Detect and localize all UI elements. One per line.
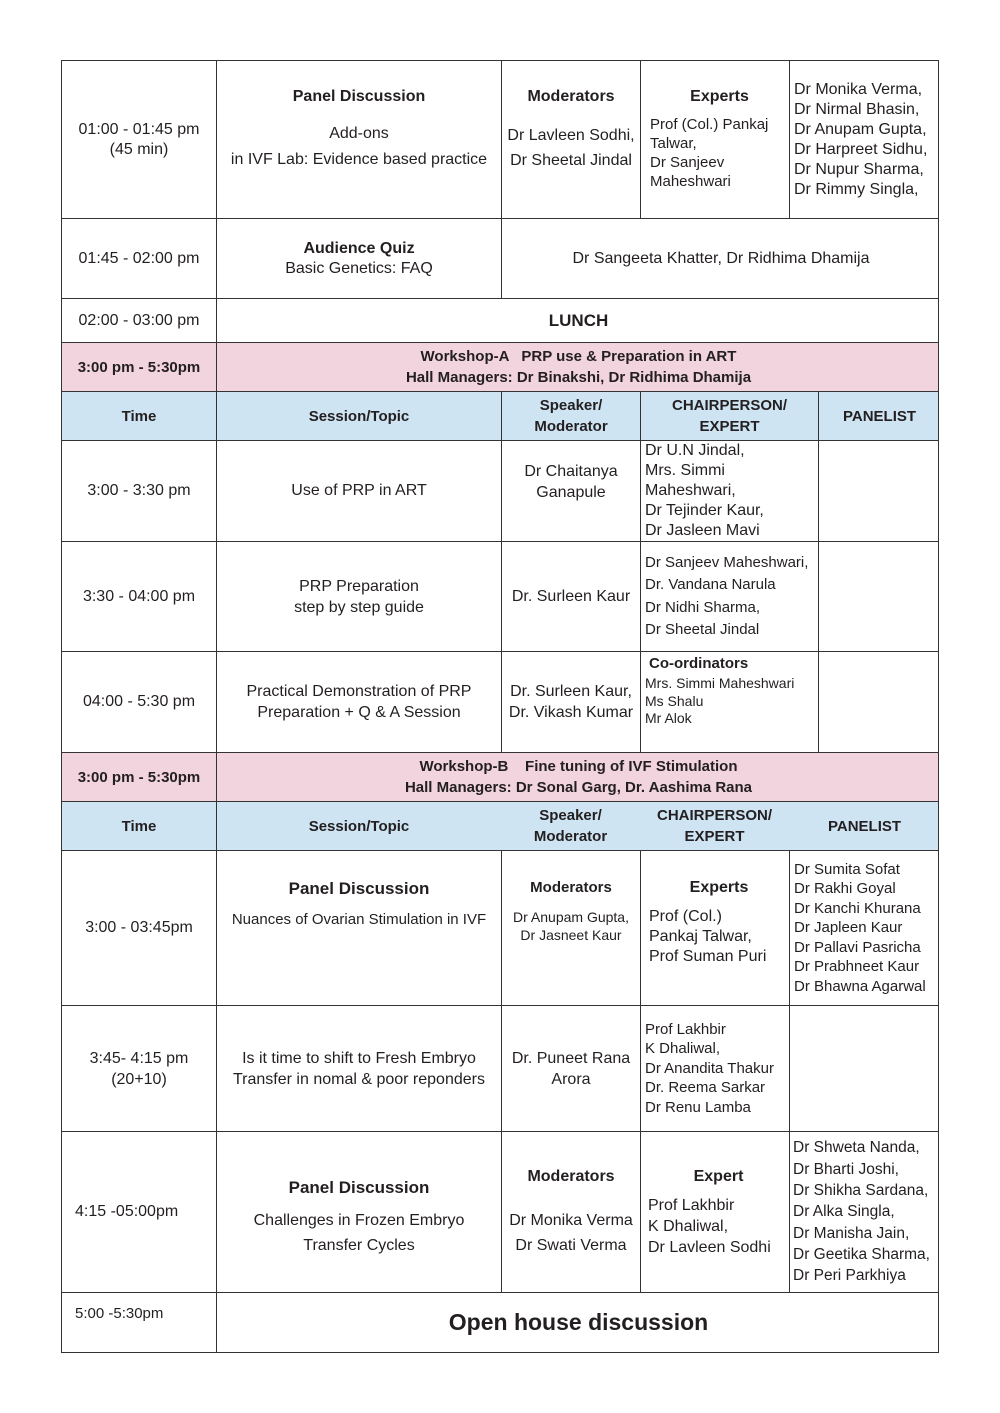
time-cell xyxy=(62,441,216,541)
time-cell xyxy=(62,851,216,1005)
panelist-name: Dr Manisha Jain, xyxy=(793,1224,910,1242)
hall-managers: Hall Managers: Dr Binakshi, Dr Ridhima Dhamija xyxy=(405,369,752,386)
time-text: 01:00 - 01:45 pm xyxy=(78,120,200,138)
topic-line: Add-ons xyxy=(329,125,389,142)
workshop-a-row-3 xyxy=(61,652,939,753)
chair-cell xyxy=(640,1006,789,1131)
panelist-name: Dr Shweta Nanda, xyxy=(793,1139,920,1157)
header-panelist-label: PANELIST xyxy=(827,817,902,835)
expert-name: Pankaj Talwar, xyxy=(649,928,752,945)
duration-text: (45 min) xyxy=(109,140,169,158)
topic-line: PRP Preparation xyxy=(299,577,419,595)
header-chair-label: CHAIRPERSON/ xyxy=(656,807,772,824)
time-cell xyxy=(62,61,216,218)
header-speaker xyxy=(501,392,640,440)
header-session xyxy=(216,802,501,850)
schedule-row-2 xyxy=(61,219,939,299)
time-text: 5:00 -5:30pm xyxy=(75,1305,164,1322)
expert-cell xyxy=(640,1132,789,1292)
table-header-b xyxy=(61,802,939,851)
moderators-label: Moderators xyxy=(530,879,612,896)
time-cell xyxy=(62,753,216,801)
coordinator-name: Ms Shalu xyxy=(645,692,704,709)
chair-name: Dr Nidhi Sharma, xyxy=(645,598,761,616)
expert-label: Expert xyxy=(693,1168,744,1185)
moderator-name: Dr Sheetal Jindal xyxy=(510,152,632,169)
workshop-b-row-4 xyxy=(61,1293,939,1353)
workshop-title: Workshop-A PRP use & Preparation in ART xyxy=(420,348,737,365)
expert-name: Talwar, xyxy=(650,135,697,152)
chair-name: Maheshwari, xyxy=(645,482,736,499)
chair-name: Dr. Vandana Narula xyxy=(645,576,776,593)
time-text: 4:15 -05:00pm xyxy=(75,1203,179,1220)
chair-cell xyxy=(640,441,818,541)
chair-name: Dr Sanjeev Maheshwari, xyxy=(645,553,809,571)
panelist-name: Dr Harpreet Sidhu, xyxy=(794,140,928,158)
chair-name: K Dhaliwal, xyxy=(645,1040,721,1058)
session-cell xyxy=(216,652,501,752)
panelist-cell xyxy=(789,1006,940,1131)
header-speaker xyxy=(501,802,640,850)
topic-line: Transfer Cycles xyxy=(303,1237,415,1254)
moderator-name: Dr Monika Verma xyxy=(509,1212,633,1229)
panelist-cell xyxy=(789,1132,940,1292)
expert-name: Maheshwari xyxy=(650,173,731,190)
header-panelist xyxy=(789,802,940,850)
chair-name: Dr Sheetal Jindal xyxy=(645,621,760,638)
moderators-label: Moderators xyxy=(527,1168,615,1185)
panelist-name: Dr Japleen Kaur xyxy=(794,919,903,937)
chair-name: Dr Anandita Thakur xyxy=(645,1059,774,1077)
session-cell xyxy=(216,542,501,651)
speaker-name: Dr. Vikash Kumar xyxy=(508,704,634,721)
panelist-name: Dr Bhawna Agarwal xyxy=(794,977,926,995)
workshop-title: Workshop-B Fine tuning of IVF Stimulation xyxy=(419,758,738,775)
header-speaker-label: Moderator xyxy=(533,828,608,845)
experts-label: Experts xyxy=(690,88,749,105)
speaker-name: Dr. Puneet Rana xyxy=(511,1049,631,1067)
time-text: 01:45 - 02:00 pm xyxy=(78,249,200,267)
workshop-a-row-1 xyxy=(61,441,939,542)
open-house-cell xyxy=(216,1293,940,1352)
time-cell xyxy=(62,1293,216,1352)
panelist-name: Dr Rimmy Singla, xyxy=(794,180,919,198)
panelist-cell xyxy=(818,441,940,541)
topic-line: step by step guide xyxy=(294,598,424,616)
chair-name: Dr Jasleen Mavi xyxy=(645,522,760,539)
panelist-name: Dr Prabhneet Kaur xyxy=(794,958,920,976)
speaker-cell xyxy=(501,542,640,651)
session-title: Panel Discussion xyxy=(288,1178,430,1197)
header-session-label: Session/Topic xyxy=(308,817,410,835)
panelist-name: Dr Nirmal Bhasin, xyxy=(794,100,920,118)
header-panelist xyxy=(818,392,940,440)
time-cell xyxy=(62,219,216,298)
expert-name: Prof (Col.) Pankaj xyxy=(650,116,769,133)
expert-name: Dr Lavleen Sodhi xyxy=(648,1239,771,1256)
session-cell xyxy=(216,219,501,298)
topic-line: Is it time to shift to Fresh Embryo xyxy=(242,1049,476,1067)
topic-line: Basic Genetics: FAQ xyxy=(285,259,433,277)
panelist-name: Dr Sumita Sofat xyxy=(794,860,900,878)
time-cell xyxy=(62,542,216,651)
time-text: 3:30 - 04:00 pm xyxy=(82,587,196,605)
session-cell xyxy=(216,1006,501,1131)
panelist-name: Dr Monika Verma, xyxy=(794,80,923,98)
speaker-name: Ganapule xyxy=(536,484,606,501)
speaker-cell xyxy=(501,652,640,752)
panelist-name: Dr Peri Parkhiya xyxy=(793,1267,906,1285)
header-chair-label: EXPERT xyxy=(684,828,745,845)
panelist-cell xyxy=(789,61,940,218)
time-cell xyxy=(62,343,216,391)
coordinators-label: Co-ordinators xyxy=(649,655,749,672)
topic-line: in IVF Lab: Evidence based practice xyxy=(230,151,488,168)
people-text: Dr Sangeeta Khatter, Dr Ridhima Dhamija xyxy=(572,249,870,267)
topic-line: Challenges in Frozen Embryo xyxy=(253,1212,465,1229)
panelist-name: Dr Alka Singla, xyxy=(793,1203,895,1221)
chair-name: Dr Tejinder Kaur, xyxy=(645,502,764,519)
time-text: 3:00 - 3:30 pm xyxy=(87,482,191,499)
time-cell xyxy=(62,1132,216,1292)
panelist-name: Dr Bharti Joshi, xyxy=(793,1160,899,1178)
chair-name: Dr. Reema Sarkar xyxy=(645,1079,766,1097)
schedule-row-lunch xyxy=(61,299,939,343)
chair-name: Dr Renu Lamba xyxy=(645,1098,751,1116)
lunch-cell xyxy=(216,299,940,342)
workshop-title-cell xyxy=(216,753,940,801)
panelist-name: Dr Shikha Sardana, xyxy=(793,1182,929,1200)
topic-line: Practical Demonstration of PRP xyxy=(246,683,472,700)
speaker-cell xyxy=(501,441,640,541)
header-time-label: Time xyxy=(121,407,157,425)
moderator-cell xyxy=(501,1132,640,1292)
header-time xyxy=(62,392,216,440)
time-text: 3:00 pm - 5:30pm xyxy=(77,768,201,786)
chair-name: Prof Lakhbir xyxy=(645,1020,726,1038)
speaker-cell xyxy=(501,1006,640,1131)
open-house-label: Open house discussion xyxy=(448,1309,709,1335)
session-cell xyxy=(216,441,501,541)
expert-name: Dr Sanjeev xyxy=(650,154,725,171)
panelist-name: Dr Anupam Gupta, xyxy=(794,120,927,138)
workshop-title-cell xyxy=(216,343,940,391)
expert-name: Prof Lakhbir xyxy=(648,1197,735,1214)
session-cell xyxy=(216,851,501,1005)
speaker-name: Dr Chaitanya xyxy=(524,463,618,480)
topic-line: Use of PRP in ART xyxy=(291,482,427,499)
hall-managers: Hall Managers: Dr Sonal Garg, Dr. Aashima Rana xyxy=(404,779,753,796)
time-cell xyxy=(62,299,216,342)
session-title: Panel Discussion xyxy=(292,88,426,105)
time-text: 3:00 - 03:45pm xyxy=(85,919,193,936)
header-session-label: Session/Topic xyxy=(308,407,410,425)
time-cell xyxy=(62,1006,216,1131)
header-chair-label: EXPERT xyxy=(699,418,760,435)
header-time-label: Time xyxy=(121,817,157,835)
topic-line: Nuances of Ovarian Stimulation in IVF xyxy=(231,911,487,928)
moderator-cell xyxy=(501,61,640,218)
moderators-label: Moderators xyxy=(527,88,615,105)
experts-label: Experts xyxy=(689,879,749,896)
moderator-name: Dr Jasneet Kaur xyxy=(520,927,622,943)
workshop-a-row-2 xyxy=(61,542,939,652)
panelist-name: Dr Kanchi Khurana xyxy=(794,899,921,917)
panelist-cell xyxy=(789,851,940,1005)
topic-line: Preparation + Q & A Session xyxy=(257,704,461,721)
chair-name: Dr U.N Jindal, xyxy=(645,442,745,459)
speaker-name: Arora xyxy=(551,1070,591,1088)
expert-name: Prof Suman Puri xyxy=(649,948,767,965)
panelist-name: Dr Nupur Sharma, xyxy=(794,160,924,178)
table-header-a xyxy=(61,392,939,441)
header-speaker-label: Speaker/ xyxy=(539,397,603,414)
moderator-name: Dr Lavleen Sodhi, xyxy=(507,127,635,144)
lunch-label: LUNCH xyxy=(548,310,609,330)
workshop-b-row-1 xyxy=(61,851,939,1006)
panelist-cell xyxy=(818,542,940,651)
header-chair-label: CHAIRPERSON/ xyxy=(671,397,787,414)
session-title: Panel Discussion xyxy=(288,879,430,898)
header-session xyxy=(216,392,501,440)
schedule-row-1 xyxy=(61,60,939,219)
workshop-b-row-2 xyxy=(61,1006,939,1132)
people-cell xyxy=(501,219,940,298)
topic-line: Transfer in nomal & poor reponders xyxy=(233,1070,485,1088)
session-cell xyxy=(216,61,501,218)
expert-cell xyxy=(640,851,789,1005)
header-chair xyxy=(640,802,789,850)
moderator-name: Dr Anupam Gupta, xyxy=(513,909,629,925)
time-text: 04:00 - 5:30 pm xyxy=(82,693,196,710)
time-text: 3:00 pm - 5:30pm xyxy=(77,358,201,376)
header-time xyxy=(62,802,216,850)
panelist-name: Dr Geetika Sharma, xyxy=(793,1245,930,1263)
coordinator-cell xyxy=(640,652,818,752)
moderator-cell xyxy=(501,851,640,1005)
time-text: 02:00 - 03:00 pm xyxy=(78,311,200,329)
moderator-name: Dr Swati Verma xyxy=(515,1237,627,1254)
time-cell xyxy=(62,652,216,752)
speaker-name: Dr. Surleen Kaur, xyxy=(510,683,632,700)
expert-name: K Dhaliwal, xyxy=(648,1218,729,1235)
panelist-name: Dr Rakhi Goyal xyxy=(794,880,896,898)
speaker-name: Dr. Surleen Kaur xyxy=(511,587,631,605)
expert-cell xyxy=(640,61,789,218)
session-cell xyxy=(216,1132,501,1292)
session-title: Audience Quiz xyxy=(303,239,415,257)
coordinator-name: Mrs. Simmi Maheshwari xyxy=(645,675,795,691)
duration-text: (20+10) xyxy=(111,1070,167,1088)
coordinator-name: Mr Alok xyxy=(645,710,692,726)
chair-name: Mrs. Simmi xyxy=(645,462,725,479)
time-text: 3:45- 4:15 pm xyxy=(89,1049,189,1067)
workshop-b-row-3 xyxy=(61,1132,939,1293)
workshop-b-banner xyxy=(61,753,939,802)
panelist-name: Dr Pallavi Pasricha xyxy=(794,938,921,956)
expert-name: Prof (Col.) xyxy=(649,908,722,925)
workshop-a-banner xyxy=(61,343,939,392)
header-speaker-label: Moderator xyxy=(534,418,608,435)
chair-cell xyxy=(640,542,818,651)
header-chair xyxy=(640,392,818,440)
header-speaker-label: Speaker/ xyxy=(539,807,602,824)
header-panelist-label: PANELIST xyxy=(842,407,917,425)
panelist-cell xyxy=(818,652,940,752)
